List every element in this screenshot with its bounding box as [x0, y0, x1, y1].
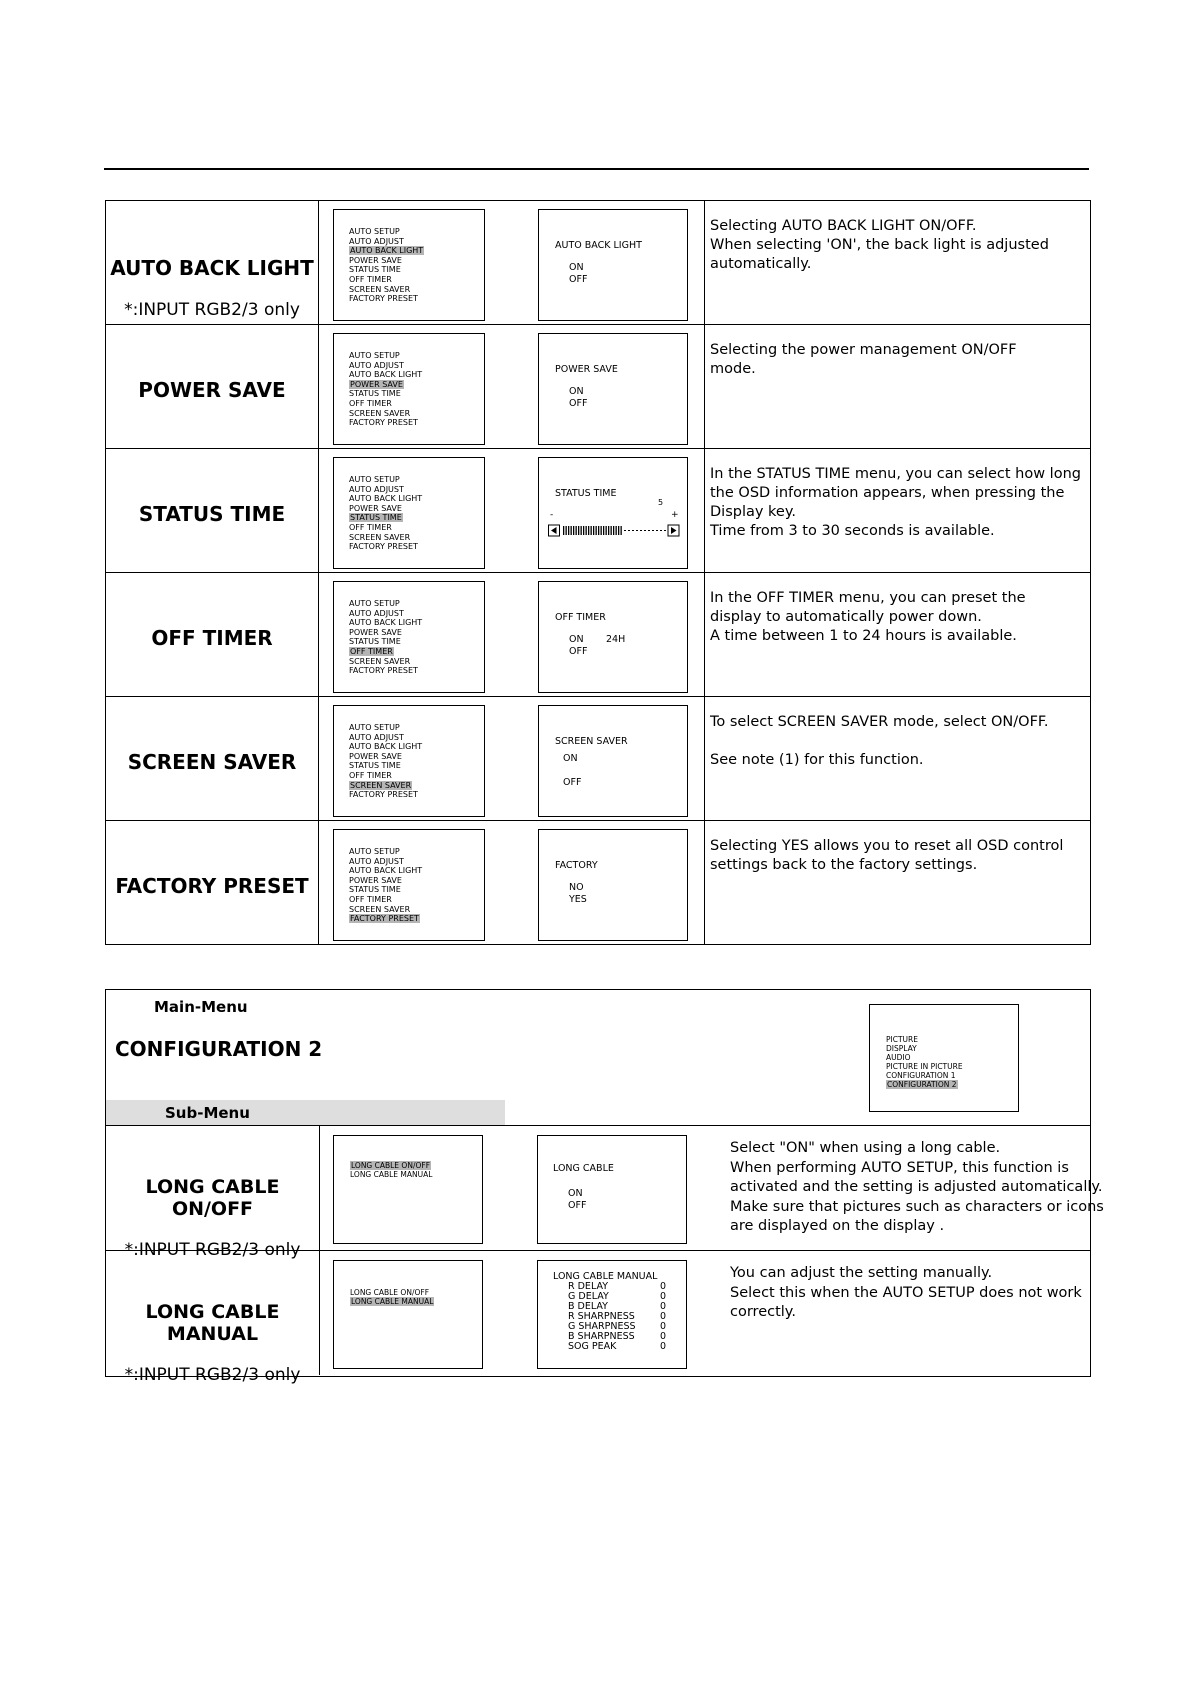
arrow-right-icon	[671, 527, 677, 534]
menu-item-label: SCREEN SAVER	[350, 780, 412, 790]
menu-item-label: OFF TIMER	[349, 770, 392, 780]
row-note: *:INPUT RGB2/3 only	[124, 300, 300, 320]
slider-tick	[586, 526, 587, 535]
menu-item-label: AUTO SETUP	[349, 351, 400, 360]
submenu-osd	[538, 333, 688, 445]
menu-item-label: STATUS TIME	[349, 265, 401, 275]
row-title: LONG CABLE ON/OFF	[145, 1176, 280, 1220]
menu-item-label: AUTO ADJUST	[349, 484, 404, 494]
submenu-title: FACTORY	[555, 860, 598, 871]
menu-item	[349, 885, 484, 895]
description-line: settings back to the factory settings.	[710, 857, 978, 873]
menu-item-label: OFF TIMER	[350, 646, 393, 656]
menu-item	[349, 905, 484, 915]
osd-cell	[319, 449, 705, 573]
header-rule	[104, 168, 1089, 170]
menu-item	[886, 1035, 1018, 1044]
menu-item	[349, 657, 484, 667]
menu-item-label: AUTO SETUP	[349, 227, 400, 236]
submenu-title: AUTO BACK LIGHT	[555, 240, 642, 251]
menu-item-label: PICTURE IN PICTURE	[886, 1062, 963, 1071]
menu-item-label: SCREEN SAVER	[349, 284, 411, 294]
description-line: activated and the setting is adjusted automatically.	[730, 1179, 1103, 1195]
long-cable-row	[106, 1126, 1104, 1260]
menu-item-label: LONG CABLE MANUAL	[351, 1297, 434, 1306]
row-name	[106, 449, 319, 573]
menu-osd	[333, 457, 485, 569]
row-description	[710, 837, 1072, 875]
menu-osd	[333, 581, 485, 693]
row-title: STATUS TIME	[138, 502, 286, 526]
menu-item	[349, 637, 484, 647]
menu-item-label: POWER SAVE	[349, 503, 402, 513]
submenu-option: NO	[569, 882, 584, 893]
menu-item	[349, 790, 484, 800]
menu-item-label: SCREEN SAVER	[349, 532, 411, 542]
row-title: AUTO BACK LIGHT	[110, 256, 314, 280]
param-value: 0	[660, 1331, 667, 1342]
param-value: 0	[660, 1281, 667, 1292]
osd-cell	[319, 201, 705, 325]
slider-tick	[621, 526, 622, 535]
settings-row	[106, 697, 1091, 821]
menu-item-label: AUTO ADJUST	[349, 856, 404, 866]
submenu-option: ON	[569, 262, 584, 273]
param-label: G DELAY	[568, 1291, 609, 1302]
description-line: Make sure that pictures such as characters or icons	[730, 1198, 1104, 1215]
menu-item-label: AUDIO	[886, 1053, 911, 1062]
menu-item	[349, 237, 484, 247]
menu-item	[349, 256, 484, 266]
submenu-option: ON	[563, 753, 578, 764]
settings-row	[106, 449, 1091, 573]
menu-item	[886, 1044, 1018, 1053]
param-value: 0	[660, 1321, 667, 1332]
menu-item	[350, 1161, 482, 1170]
description-line: A time between 1 to 24 hours is available.	[710, 628, 1017, 644]
param-label: B SHARPNESS	[568, 1331, 635, 1342]
menu-item	[349, 723, 484, 733]
menu-item	[349, 409, 484, 419]
row-title: LONG CABLE MANUAL	[145, 1301, 280, 1345]
menu-item-label: STATUS TIME	[350, 513, 402, 523]
menu-item-label: LONG CABLE MANUAL	[350, 1170, 433, 1179]
slider-tick	[578, 526, 579, 535]
param-value: 0	[660, 1341, 667, 1352]
menu-item	[349, 380, 484, 390]
menu-item-label: AUTO ADJUST	[349, 360, 404, 370]
osd-cell	[319, 325, 705, 449]
long-cable-rows	[106, 1125, 1104, 1385]
row-description	[730, 1139, 1104, 1237]
submenu-option: YES	[569, 894, 587, 905]
menu-item	[349, 752, 484, 762]
menu-item	[886, 1062, 1018, 1071]
submenu-osd	[538, 705, 688, 817]
main-menu-label: Main-Menu	[154, 998, 248, 1016]
param-row	[568, 1342, 668, 1352]
menu-item	[349, 513, 484, 523]
configuration-2-section	[105, 989, 1104, 1385]
menu-item	[349, 285, 484, 295]
menu-item	[349, 857, 484, 867]
description-line: When selecting 'ON', the back light is adjusted	[710, 237, 1049, 253]
menu-item	[349, 418, 484, 428]
menu-item	[349, 742, 484, 752]
row-name	[106, 1251, 320, 1385]
menu-item	[349, 361, 484, 371]
row-name	[106, 201, 319, 325]
menu-item	[349, 895, 484, 905]
long-cable-manual-row	[106, 1251, 1090, 1385]
option-on: ON	[568, 1188, 583, 1199]
param-label: SOG PEAK	[568, 1341, 617, 1352]
slider-tick	[581, 526, 582, 535]
menu-item	[349, 475, 484, 485]
main-menu-osd	[869, 1004, 1019, 1112]
menu-osd	[333, 1260, 483, 1369]
menu-item	[349, 647, 484, 657]
slider-tick	[608, 526, 609, 535]
description-cell	[705, 697, 1091, 821]
param-value: 0	[660, 1301, 667, 1312]
menu-item-label: AUTO SETUP	[349, 723, 400, 732]
menu-item	[349, 781, 484, 791]
slider-tick	[596, 526, 597, 535]
description-line: automatically.	[710, 256, 812, 272]
menu-item-label: SCREEN SAVER	[349, 408, 411, 418]
submenu-title: OFF TIMER	[555, 612, 606, 623]
menu-item-label: LONG CABLE ON/OFF	[351, 1161, 431, 1170]
option-off: OFF	[568, 1200, 587, 1211]
description-line: When performing AUTO SETUP, this function is	[730, 1159, 1069, 1176]
submenu-osd	[537, 1135, 687, 1244]
param-label: B DELAY	[568, 1301, 608, 1312]
menu-item-label: STATUS TIME	[349, 885, 401, 895]
submenu-option: ON	[569, 634, 584, 645]
submenu-osd	[538, 829, 688, 941]
menu-item-label: POWER SAVE	[349, 875, 402, 885]
row-description	[710, 341, 1072, 379]
menu-item	[349, 599, 484, 609]
row-name	[106, 1126, 320, 1260]
slider-tick	[588, 526, 589, 535]
row-name	[106, 573, 319, 697]
description-line: In the OFF TIMER menu, you can preset the	[710, 590, 1026, 606]
settings-row	[106, 821, 1091, 945]
menu-item	[349, 494, 484, 504]
description-cell	[705, 573, 1091, 697]
row-title: POWER SAVE	[138, 378, 286, 402]
description-line: Select this when the AUTO SETUP does not work	[730, 1284, 1082, 1301]
menu-item	[349, 771, 484, 781]
menu-item-label: STATUS TIME	[349, 389, 401, 399]
menu-item	[349, 294, 484, 304]
menu-item-label: FACTORY PRESET	[349, 666, 418, 676]
menu-item	[886, 1080, 1018, 1089]
submenu-osd	[538, 457, 688, 569]
menu-item	[349, 733, 484, 743]
menu-item-label: SCREEN SAVER	[349, 656, 411, 666]
row-description	[710, 217, 1072, 274]
menu-osd	[333, 333, 485, 445]
menu-osd	[333, 1135, 483, 1244]
submenu-option: OFF	[563, 777, 582, 788]
menu-item	[349, 389, 484, 399]
menu-item	[886, 1053, 1018, 1062]
settings-table	[105, 200, 1091, 945]
settings-row	[106, 325, 1091, 449]
menu-item	[349, 542, 484, 552]
menu-item-label: FACTORY PRESET	[349, 294, 418, 304]
menu-item-label: FACTORY PRESET	[350, 914, 419, 924]
slider-tick	[598, 526, 599, 535]
submenu-osd	[537, 1260, 687, 1369]
description-line: correctly.	[730, 1304, 796, 1320]
menu-item-label: OFF TIMER	[349, 274, 392, 284]
param-value: 0	[660, 1311, 667, 1322]
menu-item	[349, 666, 484, 676]
row-title: FACTORY PRESET	[115, 874, 309, 898]
submenu-osd	[538, 581, 688, 693]
menu-item-label: CONFIGURATION 2	[887, 1080, 957, 1089]
menu-item	[349, 628, 484, 638]
slider-tick	[601, 526, 602, 535]
description-line: Select "ON" when using a long cable.	[730, 1140, 1001, 1156]
row-title: OFF TIMER	[151, 626, 273, 650]
settings-row	[106, 573, 1091, 697]
submenu-title: LONG CABLE	[553, 1163, 614, 1174]
menu-item	[349, 533, 484, 543]
osd-cell	[319, 821, 705, 945]
description-line: display to automatically power down.	[710, 609, 982, 625]
menu-item	[349, 914, 484, 924]
row-note: *:INPUT RGB2/3 only	[124, 1240, 301, 1260]
slider-tick	[563, 526, 564, 535]
menu-item-label: STATUS TIME	[349, 637, 401, 647]
slider-tick	[583, 526, 584, 535]
menu-item	[350, 1170, 482, 1179]
menu-item	[349, 275, 484, 285]
slider-tick	[566, 526, 567, 535]
description-line: Display key.	[710, 504, 796, 520]
description-line: the OSD information appears, when pressing the	[710, 485, 1065, 501]
submenu-osd	[538, 209, 688, 321]
submenu-title: STATUS TIME	[555, 488, 617, 499]
slider-tick	[613, 526, 614, 535]
menu-item-label: FACTORY PRESET	[349, 542, 418, 552]
menu-item-label: AUTO BACK LIGHT	[349, 494, 423, 504]
description-line: See note (1) for this function.	[710, 752, 924, 768]
menu-osd	[333, 705, 485, 817]
menu-item-label: CONFIGURATION 1	[886, 1071, 956, 1080]
description-line: Selecting AUTO BACK LIGHT ON/OFF.	[710, 218, 977, 234]
slider-minus: -	[550, 510, 554, 520]
param-label: R SHARPNESS	[568, 1311, 635, 1322]
menu-item-label: STATUS TIME	[349, 761, 401, 771]
description-line: To select SCREEN SAVER mode, select ON/OFF.	[710, 714, 1049, 730]
submenu-value: 24H	[606, 634, 626, 645]
row-title: SCREEN SAVER	[127, 750, 297, 774]
row-description	[710, 713, 1072, 770]
menu-item-label: FACTORY PRESET	[349, 418, 418, 428]
slider-tick	[573, 526, 574, 535]
menu-item-label: LONG CABLE ON/OFF	[350, 1288, 430, 1297]
osd-cell	[319, 697, 705, 821]
menu-item-label: AUTO BACK LIGHT	[349, 742, 423, 752]
description-line: In the STATUS TIME menu, you can select how long	[710, 466, 1081, 482]
slider-tick	[576, 526, 577, 535]
menu-item-label: POWER SAVE	[349, 255, 402, 265]
menu-item	[349, 485, 484, 495]
menu-item-label: OFF TIMER	[349, 522, 392, 532]
slider-tick	[606, 526, 607, 535]
menu-osd	[333, 209, 485, 321]
slider-value: 5	[658, 498, 664, 507]
menu-item-label: SCREEN SAVER	[349, 904, 411, 914]
menu-item-label: AUTO BACK LIGHT	[349, 866, 423, 876]
menu-item	[349, 609, 484, 619]
menu-item	[349, 866, 484, 876]
menu-item	[349, 351, 484, 361]
description-line: Selecting the power management ON/OFF	[710, 342, 1017, 358]
description-line: Time from 3 to 30 seconds is available.	[710, 523, 995, 539]
param-label: R DELAY	[568, 1281, 609, 1292]
settings-row	[106, 201, 1091, 325]
slider-tick	[618, 526, 619, 535]
slider-tick	[568, 526, 569, 535]
menu-item	[349, 246, 484, 256]
menu-item-label: POWER SAVE	[349, 751, 402, 761]
menu-item-label: AUTO SETUP	[349, 599, 400, 608]
menu-item-label: AUTO BACK LIGHT	[349, 618, 423, 628]
submenu-option: OFF	[569, 398, 588, 409]
menu-item-label: FACTORY PRESET	[349, 790, 418, 800]
menu-item-label: POWER SAVE	[349, 627, 402, 637]
menu-item-label: POWER SAVE	[350, 379, 403, 389]
menu-item-label: AUTO ADJUST	[349, 608, 404, 618]
description-line: mode.	[710, 361, 756, 377]
status-time-slider	[548, 524, 680, 538]
description-line	[710, 732, 1072, 751]
menu-item	[350, 1288, 482, 1297]
slider-tick	[591, 526, 592, 535]
arrow-left-icon	[551, 527, 557, 534]
menu-item-label: OFF TIMER	[349, 894, 392, 904]
slider-tick	[593, 526, 594, 535]
description-cell	[705, 821, 1091, 945]
description-cell	[705, 201, 1091, 325]
row-description	[730, 1264, 1082, 1323]
menu-item-label: OFF TIMER	[349, 398, 392, 408]
menu-item	[349, 370, 484, 380]
menu-item	[349, 227, 484, 237]
menu-item-label: AUTO SETUP	[349, 847, 400, 856]
menu-osd	[333, 829, 485, 941]
slider-plus: +	[671, 510, 679, 520]
description-cell	[705, 449, 1091, 573]
slider-tick	[571, 526, 572, 535]
submenu-title: SCREEN SAVER	[555, 736, 628, 747]
menu-item-label: AUTO SETUP	[349, 475, 400, 484]
row-description	[710, 589, 1072, 646]
param-value: 0	[660, 1291, 667, 1302]
param-label: G SHARPNESS	[568, 1321, 636, 1332]
menu-item-label: DISPLAY	[886, 1044, 917, 1053]
description-cell	[705, 325, 1091, 449]
config-title: CONFIGURATION 2	[115, 1037, 323, 1061]
row-note: *:INPUT RGB2/3 only	[124, 1365, 301, 1385]
menu-item	[349, 847, 484, 857]
menu-item-label: AUTO ADJUST	[349, 732, 404, 742]
slider-tick	[611, 526, 612, 535]
slider-tick	[616, 526, 617, 535]
menu-item	[886, 1071, 1018, 1080]
submenu-option: OFF	[569, 646, 588, 657]
menu-item	[349, 618, 484, 628]
row-name	[106, 325, 319, 449]
osd-cell	[319, 573, 705, 697]
description-line: You can adjust the setting manually.	[730, 1265, 993, 1281]
menu-item	[349, 504, 484, 514]
menu-item	[349, 761, 484, 771]
submenu-title: POWER SAVE	[555, 364, 618, 375]
menu-item-label: AUTO ADJUST	[349, 236, 404, 246]
menu-item-label: AUTO BACK LIGHT	[349, 370, 423, 380]
submenu-option: OFF	[569, 274, 588, 285]
menu-item	[349, 265, 484, 275]
menu-item	[349, 876, 484, 886]
menu-item	[349, 399, 484, 409]
row-name	[106, 697, 319, 821]
submenu-title: LONG CABLE MANUAL	[553, 1271, 658, 1282]
menu-item-label: AUTO BACK LIGHT	[350, 246, 424, 256]
sub-menu-label: Sub-Menu	[165, 1104, 250, 1122]
description-line: are displayed on the display .	[730, 1218, 945, 1234]
menu-item	[349, 523, 484, 533]
menu-item	[350, 1297, 482, 1306]
menu-item-label: PICTURE	[886, 1035, 918, 1044]
row-description	[710, 465, 1081, 541]
slider-tick	[603, 526, 604, 535]
submenu-option: ON	[569, 386, 584, 397]
description-line: Selecting YES allows you to reset all OSD control	[710, 838, 1064, 854]
row-name	[106, 821, 319, 945]
